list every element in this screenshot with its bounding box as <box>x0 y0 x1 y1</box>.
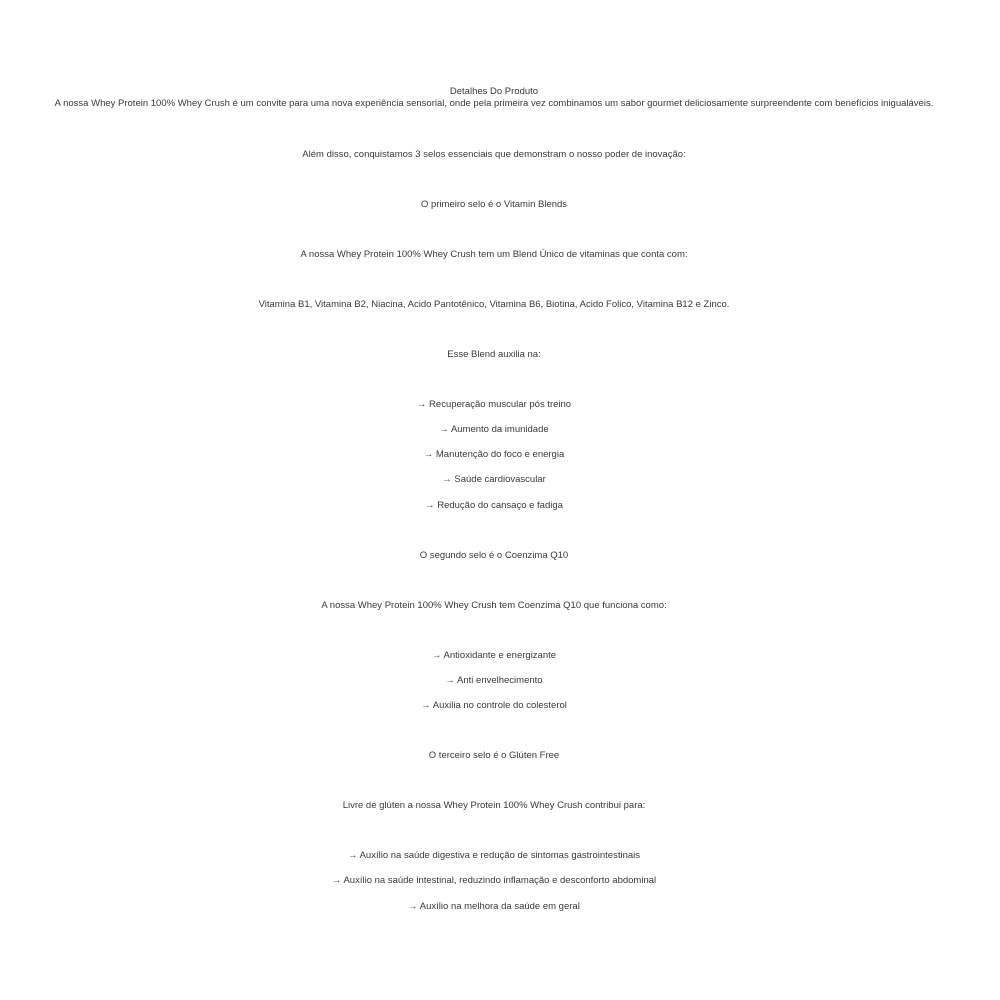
list-item: → Recuperação muscular pós treino <box>416 399 572 410</box>
intro-paragraph: A nossa Whey Protein 100% Whey Crush é um convite para uma nova experiência sensorial, onde pela primeira vez combinamos um sabor gourmet deliciosamente surpreendente com benefícios inigualáveis. <box>54 98 934 109</box>
list-item: → Aumento da imunidade <box>439 424 549 435</box>
seal1-vitamins-list: Vitamina B1, Vitamina B2, Niacina, Acido Pantotênico, Vitamina B6, Biotina, Acido Folico, Vitamina B12 e Zinco. <box>258 299 730 310</box>
seal1-title: O primeiro selo é o Vitamin Blends <box>420 199 568 210</box>
seal2-title: O segundo selo é o Coenzima Q10 <box>419 550 569 561</box>
list-item: → Redução do cansaço e fadiga <box>425 500 563 511</box>
list-item: → Anti envelhecimento <box>445 675 543 686</box>
list-item: → Antioxidante e energizante <box>431 650 557 661</box>
seal1-description: A nossa Whey Protein 100% Whey Crush tem um Blend Único de vitaminas que conta com: <box>300 249 688 260</box>
list-item: → Manutenção do foco e energia <box>423 449 565 460</box>
list-item: → Saúde cardiovascular <box>442 474 546 485</box>
seals-intro: Além disso, conquistamos 3 selos essenciais que demonstram o nosso poder de inovação: <box>302 149 686 160</box>
list-item: → Auxílio na saúde intestinal, reduzindo inflamação e desconforto abdominal <box>331 875 657 886</box>
section-title: Detalhes Do Produto <box>449 86 539 97</box>
seal2-description: A nossa Whey Protein 100% Whey Crush tem Coenzima Q10 que funciona como: <box>321 600 667 611</box>
list-item: → Auxílio na saúde digestiva e redução de sintomas gastrointestinais <box>347 850 641 861</box>
list-item: → Auxílio na melhora da saúde em geral <box>408 901 580 912</box>
list-item: → Auxilia no controle do colesterol <box>421 700 567 711</box>
seal1-benefits-intro: Esse Blend auxilia na: <box>447 349 541 360</box>
seal3-description: Livre de glúten a nossa Whey Protein 100% Whey Crush contribui para: <box>342 800 646 811</box>
seal3-title: O terceiro selo é o Glúten Free <box>428 750 560 761</box>
